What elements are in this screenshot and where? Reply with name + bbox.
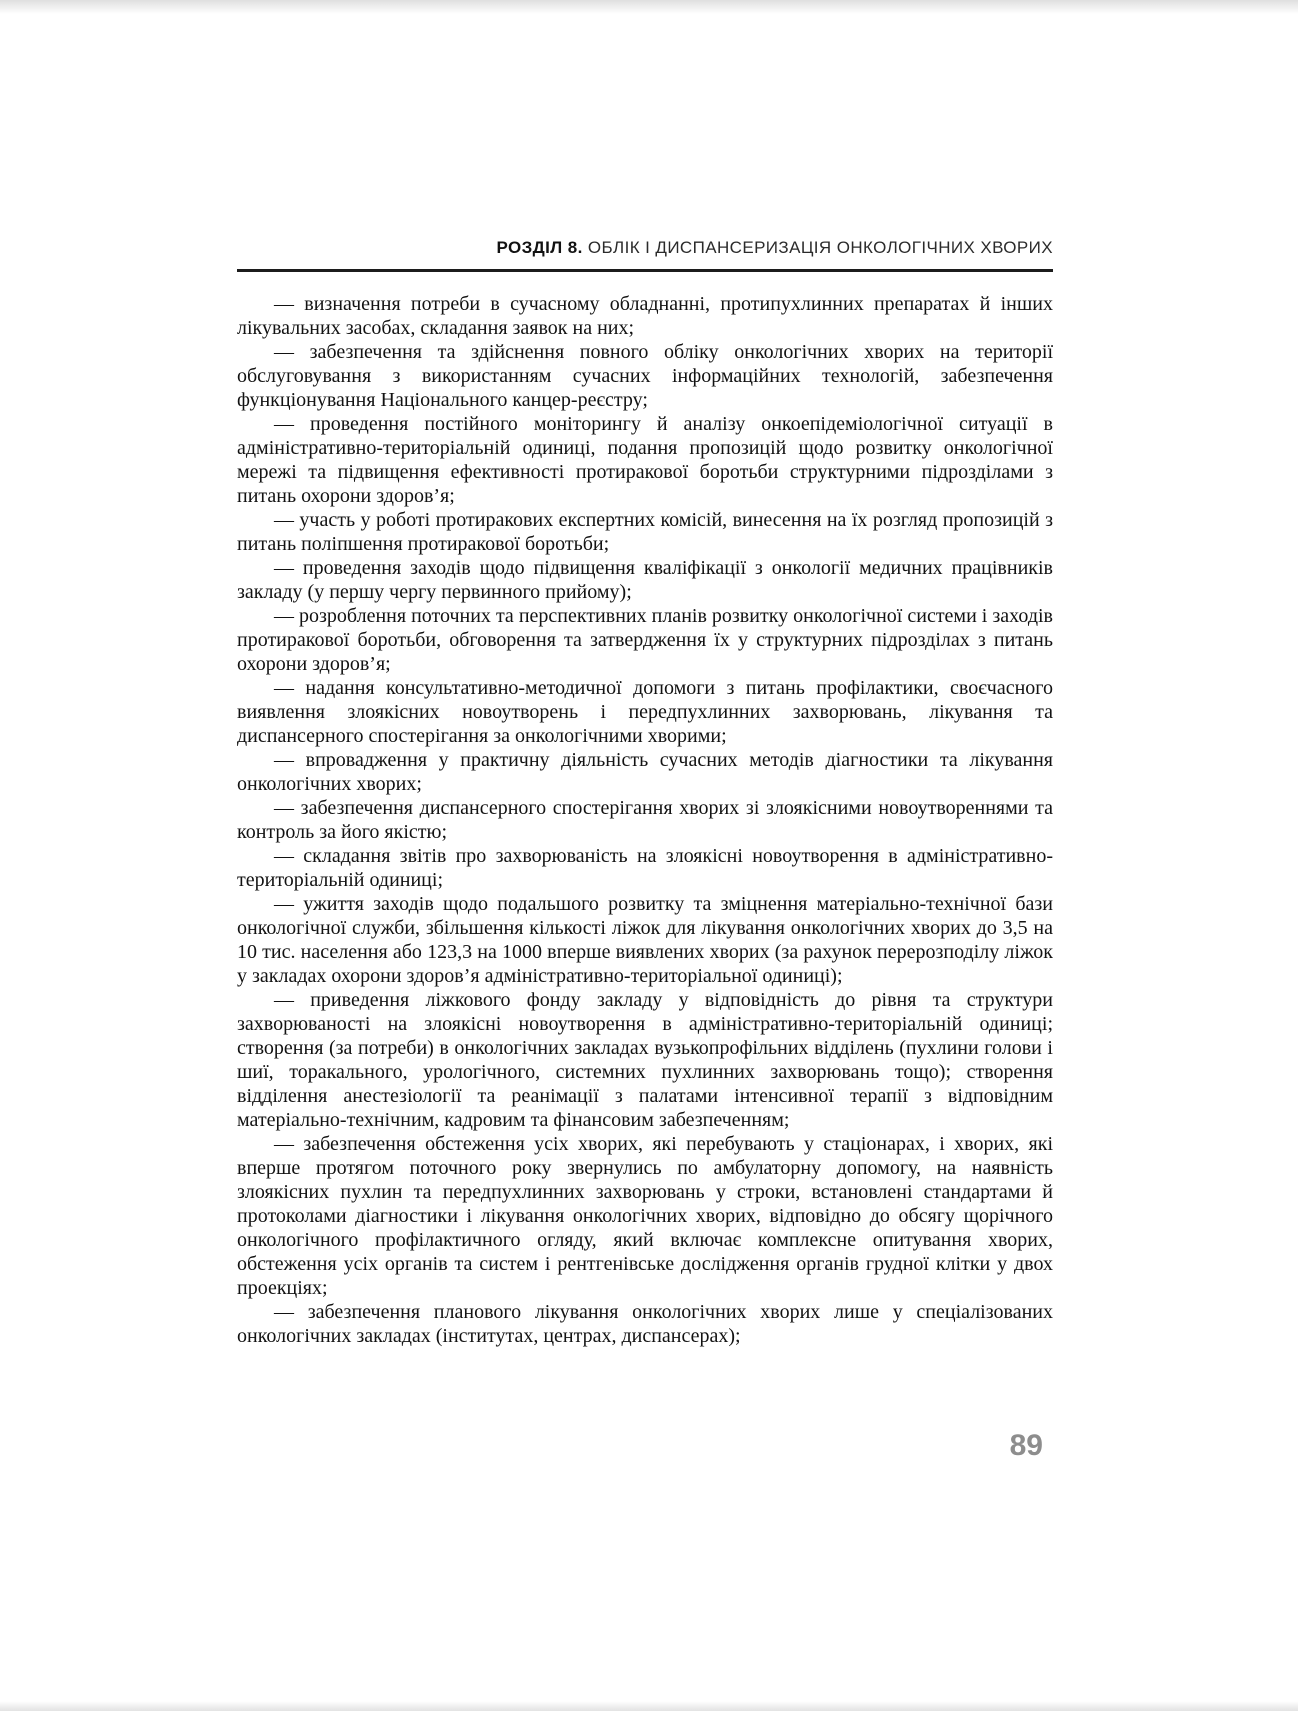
document-body: [237, 292, 1053, 1348]
scan-noise-bottom: [0, 1701, 1298, 1711]
paragraph: — надання консультативно-методичної допомоги з питань профілактики, своєчасного виявлення злоякісних новоутворень і передпухлинних захворювань, лікування та диспансерного спостерігання за онкологічними хворими;: [237, 677, 1053, 747]
paragraph: — ужиття заходів щодо подальшого розвитку та зміцнення матеріально-технічної бази онкологічної служби, збільшення кількості ліжок для лікування онкологічних хворих до 3,5 на 10 тис. населення або 123,3 на 1000 вперше виявлених хворих (за рахунок перерозподілу ліжок у закладах охорони здоров’я адміністративно-територіальної одиниці);: [237, 893, 1053, 987]
paragraph: — проведення постійного моніторингу й аналізу онкоепідеміологічної ситуації в адміністративно-територіальній одиниці, подання пропозицій щодо розвитку онкологічної мережі та підвищення ефективності протиракової боротьби структурними підрозділами з питань охорони здоров’я;: [237, 413, 1053, 507]
paragraph: — приведення ліжкового фонду закладу у відповідність до рівня та структури захворюваності на злоякісні новоутворення в адміністративно-територіальній одиниці; створення (за потреби) в онкологічних закладах вузькопрофільних відділень (пухлини голови і шиї, торакального, урологічного, системних пухлинних захворювань тощо); створення відділення анестезіології та реанімації з палатами інтенсивної терапії з відповідним матеріально-технічним, кадровим та фінансовим забезпеченням;: [237, 989, 1053, 1131]
text-column: [237, 237, 1053, 1348]
paragraph: — впровадження у практичну діяльність сучасних методів діагностики та лікування онкологічних хворих;: [237, 749, 1053, 795]
paragraph: — забезпечення обстеження усіх хворих, які перебувають у стаціонарах, і хворих, які вперше протягом поточного року звернулись по амбулаторну допомогу, на наявність злоякісних пухлин та передпухлинних захворювань у строки, встановлені стандартами й протоколами діагностики і лікування онкологічних хворих, відповідно до обсягу щорічного онкологічного профілактичного огляду, який включає комплексне опитування хворих, обстеження усіх органів та систем і рентгенівське дослідження органів грудної клітки у двох проекціях;: [237, 1133, 1053, 1299]
paragraph: — забезпечення планового лікування онкологічних хворих лише у спеціалізованих онкологічних закладах (інститутах, центрах, диспансерах);: [237, 1301, 1053, 1347]
scan-noise-top: [0, 0, 1298, 14]
paragraph: — проведення заходів щодо підвищення кваліфікації з онкології медичних працівників закладу (у першу чергу первинного прийому);: [237, 557, 1053, 603]
page-number: 89: [1009, 1429, 1043, 1462]
paragraph: — розроблення поточних та перспективних планів розвитку онкологічної системи і заходів протиракової боротьби, обговорення та затвердження їх у структурних підрозділах з питань охорони здоров’я;: [237, 605, 1053, 675]
paragraph: — забезпечення та здійснення повного обліку онкологічних хворих на території обслуговування з використанням сучасних інформаційних технологій, забезпечення функціонування Національного канцер-реєстру;: [237, 341, 1053, 411]
paragraph: — складання звітів про захворюваність на злоякісні новоутворення в адміністративно-територіальній одиниці;: [237, 845, 1053, 891]
chapter-header: [237, 237, 1053, 258]
header-rule: [237, 269, 1053, 272]
paragraph: — визначення потреби в сучасному обладнанні, протипухлинних препаратах й інших лікувальних засобах, складання заявок на них;: [237, 293, 1053, 339]
chapter-title: ОБЛІК І ДИСПАНСЕРИЗАЦІЯ ОНКОЛОГІЧНИХ ХВОРИХ: [582, 238, 1053, 257]
paragraph: — забезпечення диспансерного спостерігання хворих зі злоякісними новоутвореннями та контроль за його якістю;: [237, 797, 1053, 843]
paragraph: — участь у роботі протиракових експертних комісій, винесення на їх розгляд пропозицій з питань поліпшення протиракової боротьби;: [237, 509, 1053, 555]
chapter-label: РОЗДІЛ 8.: [496, 238, 583, 257]
